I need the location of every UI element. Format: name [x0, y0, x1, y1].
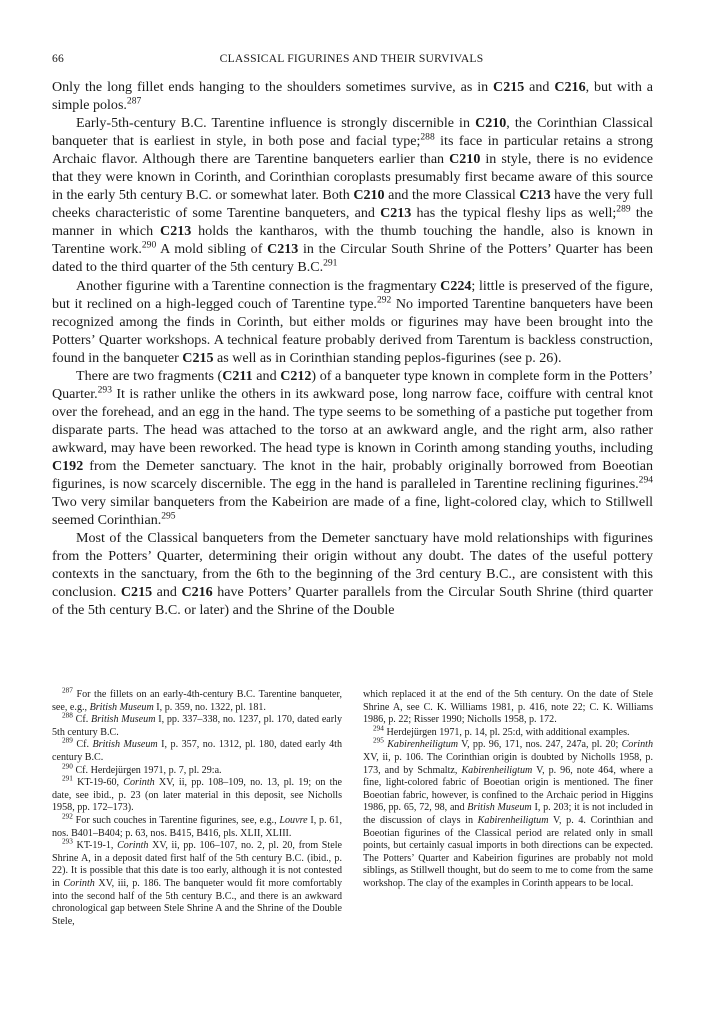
footnote-text: Cf. British Museum I, pp. 337–338, no. 1237, pl. 170, dated early 5th century B.C.	[52, 714, 342, 738]
footnote	[52, 774, 342, 815]
footnotes-right-column	[363, 689, 653, 891]
footnote-text: Cf. Herdejürgen 1971, p. 7, pl. 29:a.	[75, 764, 222, 776]
footnote	[52, 837, 342, 928]
footnote-text: For such couches in Tarentine figurines, see, e.g., Louvre I, p. 61, nos. B401–B404; p. 63, nos. B415, B416, pls. XLII, XLIII.	[52, 814, 342, 839]
footnote-number: 290	[62, 762, 73, 771]
footnote-number: 291	[62, 774, 73, 783]
footnote	[363, 739, 653, 890]
footnote	[363, 689, 653, 727]
footnote-number: 287	[62, 686, 73, 695]
footnote-number: 289	[62, 737, 73, 746]
footnote-text: For the fillets on an early-4th-century B.C. Tarentine banqueter, see, e.g., British Museum I, p. 359, no. 1322, pl. 181.	[52, 689, 342, 713]
footnote-text: KT-19-60, Corinth XV, ii, pp. 108–109, no. 13, pl. 19; on the date, see ibid., p. 23 (on later material in this deposit, see Nicholls 1958, pp. 172–173).	[52, 777, 342, 814]
main-text	[52, 78, 653, 619]
footnote-number: 294	[373, 724, 384, 733]
footnote-text: Cf. British Museum I, p. 357, no. 1312, pl. 180, dated early 4th century B.C.	[52, 739, 342, 763]
page-header	[52, 52, 651, 70]
footnote-number: 288	[62, 711, 73, 720]
footnote	[52, 739, 342, 764]
running-title: CLASSICAL FIGURINES AND THEIR SURVIVALS	[219, 52, 484, 65]
footnote-number: 292	[62, 812, 73, 821]
footnote-text: which replaced it at the end of the 5th century. On the date of Stele Shrine A, see C. K. Williams 1981, p. 416, note 22; C. K. Williams 1986, p. 22; Risser 1990; Nicholls 1958, p. 172.	[363, 689, 653, 726]
footnote-text: Kabirenheiligtum V, pp. 96, 171, nos. 247, 247a, pl. 20; Corinth XV, ii, p. 106. The Corinthian origin is doubted by Nicholls 1958, p. 173, and by Schmaltz, Kabirenheiligtum V, p. 96, note 464, where a fine, light-colored fabric of Boeotian origin is mentioned. The finer Boeotian fabric, however, is confined to the Archaic period in Higgins 1986, pp. 65, 72, 98, and British Museum I, p. 203; it is not included in the discussion of clays in Kabirenheiligtum V, p. 4. Corinthian and Boeotian figurines of the Classical period are related only in small points, but certainly casual imports in both directions can be expected. The Potters’ Quarter and Kabeirion figurines are probably not mold siblings, as Stillwell thought, but do seem to me to come from the same workshop. The clay of the examples in Corinth appears to be local.	[363, 739, 653, 889]
body-paragraph: Only the long fillet ends hanging to the shoulders sometimes survive, as in C215 and C216, but with a simple polos.$^{287}$	[52, 79, 653, 114]
footnote-number: 293	[62, 837, 73, 846]
footnotes-left-column	[52, 686, 342, 928]
body-paragraph: Most of the Classical banqueters from the Demeter sanctuary have mold relationships with figurines from the Potters’ Quarter, determining their origin without any doubt. The dates of the useful pottery contexts in the sanctuary, from the 6th to the beginning of the 3rd century B.C., are consistent with this conclusion. C215 and C216 have Potters’ Quarter parallels from the Circular South Shrine (third quarter of the 5th century B.C. or later) and the Shrine of the Double	[52, 530, 653, 619]
page-number: 66	[52, 52, 64, 65]
footnote	[52, 686, 342, 714]
footnote	[363, 724, 653, 740]
footnote	[52, 812, 342, 840]
footnote-number: 295	[373, 737, 384, 746]
body-paragraph: There are two fragments (C211 and C212) of a banqueter type known in complete form in the Potters’ Quarter.$^{293}$ It is rather unlike the others in its awkward pose, long narrow face, coiffure with central knot over the forehead, and an egg in the hand. The type seems to be something of a pastiche put together from disparate parts. The head was attached to the torso at an awkward angle, and the right arm, also rather awkward, may have been reworked. The head type is known in Corinth among standing youths, including C192 from the Demeter sanctuary. The knot in the hair, probably originally borrowed from Boeotian figurines, is now scarcely discernible. The egg in the hand is paralleled in Tarentine reclining figurines.$^{294}$ Two very similar banqueters from the Kabeirion are made of a fine, light-colored clay, which to Stillwell seemed Corinthian.$^{295}$	[52, 367, 653, 529]
footnote	[52, 762, 342, 778]
footnote-text: KT-19-1, Corinth XV, ii, pp. 106–107, no. 2, pl. 20, from Stele Shrine A, in a deposit dated first half of the 5th century B.C. (ibid., p. 22). It is possible that this date is too early, although it is not contested in Corinth XV, iii, p. 186. The banqueter would fit more comfortably into the second half of the 5th century B.C., and there is an awkward chronological gap between Stele Shrine A and the Shrine of the Double Stele,	[52, 840, 342, 927]
footnote	[52, 711, 342, 739]
footnote-text: Herdejürgen 1971, p. 14, pl. 25:d, with additional examples.	[386, 726, 630, 738]
body-paragraph: Early-5th-century B.C. Tarentine influence is strongly discernible in C210, the Corinthian Classical banqueter that is earliest in style, in both pose and facial type;$^{288}$ its face in particular retains a strong Archaic flavor. Although there are Tarentine banqueters earlier than C210 in style, there is no evidence that they were known in Corinth, and Corinthian coroplasts presumably first became aware of this source in the early 5th century B.C. or somewhat later. Both C210 and the more Classical C213 have the very full cheeks characteristic of some Tarentine banqueters, and C213 has the typical fleshy lips as well;$^{289}$ the manner in which C213 holds the kantharos, with the thumb touching the handle, also is known in Tarentine work.$^{290}$ A mold sibling of C213 in the Circular South Shrine of the Potters’ Quarter has been dated to the third quarter of the 5th century B.C.$^{291}$	[52, 115, 653, 276]
body-paragraph: Another figurine with a Tarentine connection is the fragmentary C224; little is preserved of the figure, but it reclined on a high-legged couch of Tarentine type.$^{292}$ No imported Tarentine banqueters have been recognized among the finds in Corinth, but either molds or figurines may have been brought into the Potters’ Quarter workshops. A technical feature probably derived from Tarentum is backless construction, found in the banqueter C215 as well as in Corinthian standing peplos-figurines (see p. 26).	[52, 277, 653, 366]
